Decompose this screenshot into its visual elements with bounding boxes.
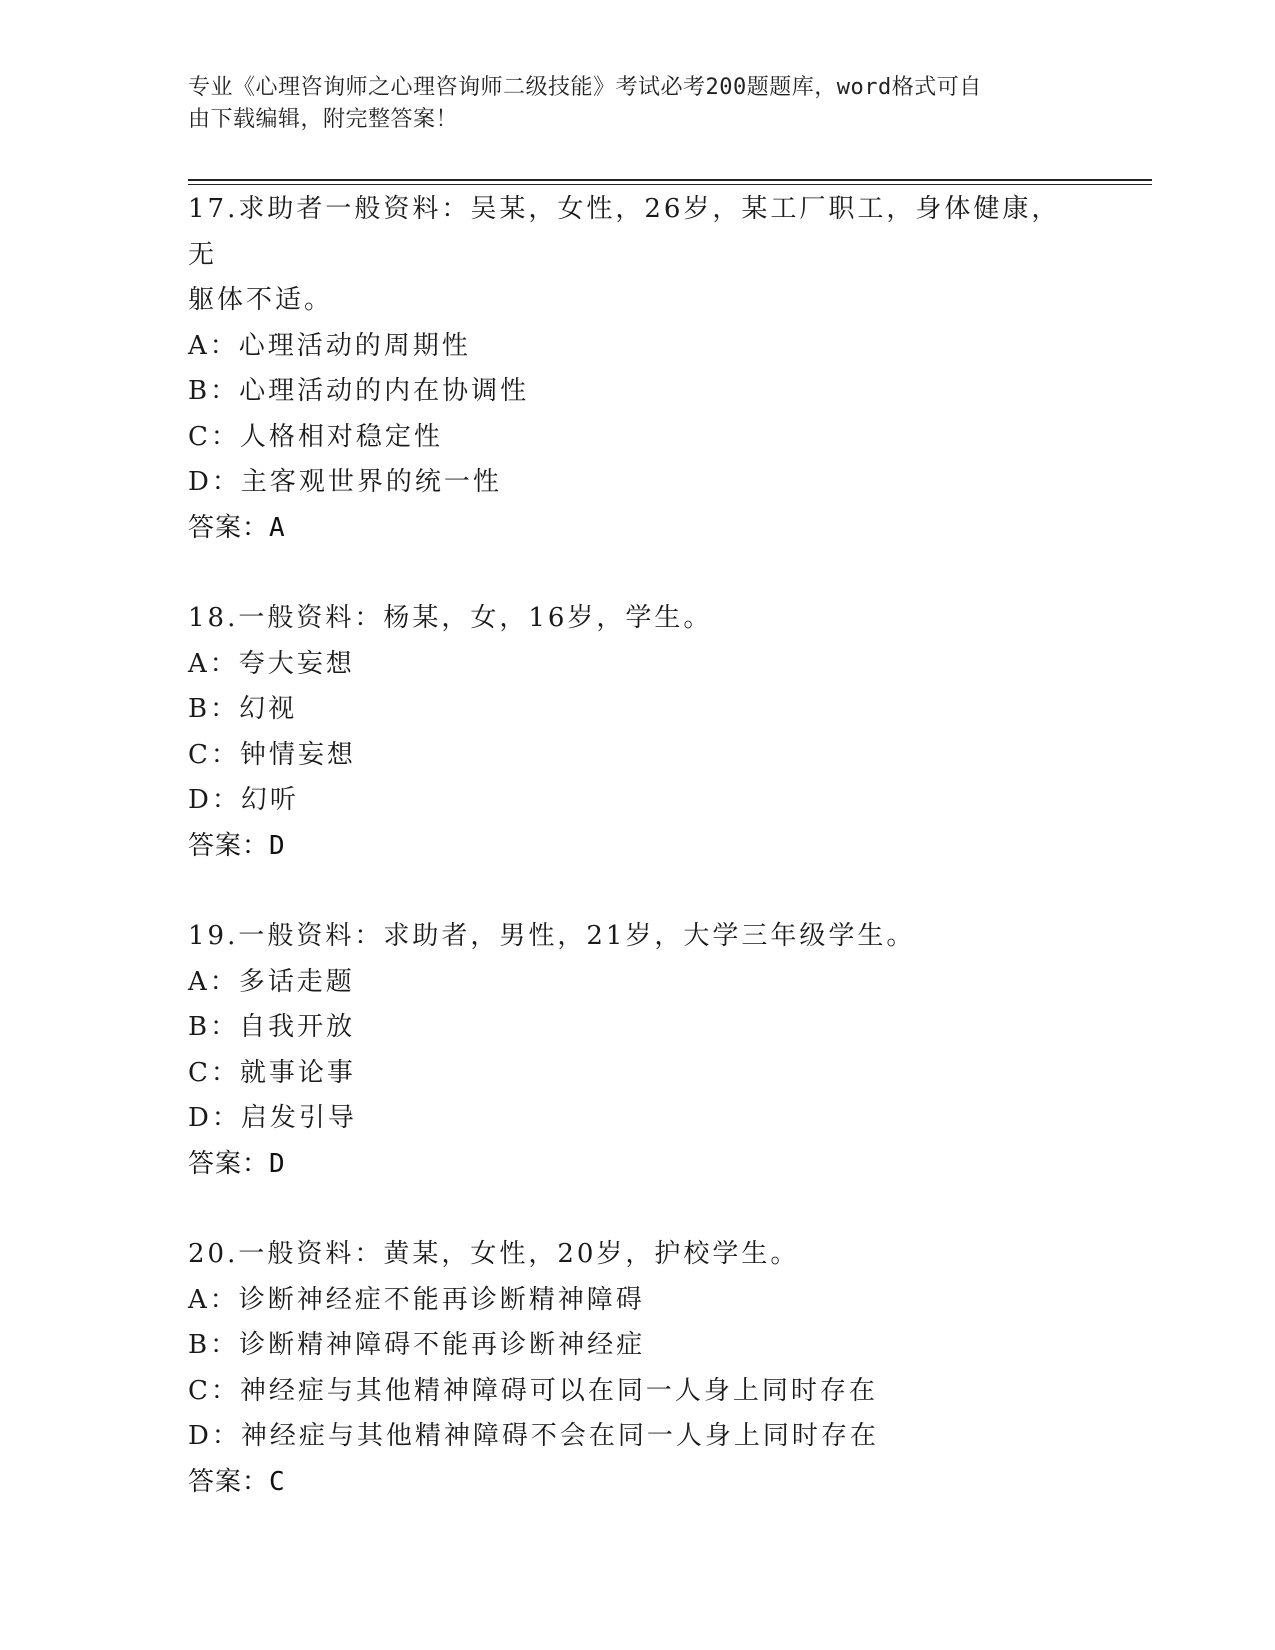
option-b: B：幻视 [188, 694, 298, 724]
option-d: D：主客观世界的统一性 [188, 467, 502, 497]
option-c: C：钟情妄想 [188, 739, 356, 770]
question-20 [188, 1232, 1088, 1505]
option-a: A：心理活动的周期性 [188, 330, 471, 361]
answer-line: 答案：A [188, 512, 286, 543]
question-spacer [188, 1187, 1088, 1232]
answer-line: 答案：D [188, 830, 286, 861]
header-divider-thick [188, 179, 1152, 181]
option-c: C：人格相对稳定性 [188, 421, 443, 452]
option-a: A：夸大妄想 [188, 648, 355, 679]
question-18 [188, 596, 1088, 869]
question-17 [188, 187, 1088, 551]
option-b: B：心理活动的内在协调性 [188, 376, 530, 406]
answer-line: 答案：D [188, 1148, 286, 1179]
header-divider-thin [188, 184, 1152, 185]
question-stem: 17.求助者一般资料：吴某，女性，26岁，某工厂职工，身体健康，无 [188, 194, 1061, 270]
answer-line: 答案：C [188, 1466, 286, 1497]
option-c: C：神经症与其他精神障碍可以在同一人身上同时存在 [188, 1375, 878, 1406]
question-list [188, 187, 1088, 1505]
question-19 [188, 914, 1088, 1187]
option-d: D：神经症与其他精神障碍不会在同一人身上同时存在 [188, 1421, 879, 1451]
option-a: A：诊断神经症不能再诊断精神障碍 [188, 1284, 645, 1315]
question-stem-continued: 躯体不适。 [188, 285, 334, 315]
question-stem: 18.一般资料：杨某，女，16岁，学生。 [188, 603, 713, 633]
option-d: D：启发引导 [188, 1103, 357, 1133]
option-d: D：幻听 [188, 785, 299, 815]
question-spacer [188, 551, 1088, 596]
question-stem: 20.一般资料：黄某，女性，20岁，护校学生。 [188, 1239, 800, 1269]
question-spacer [188, 869, 1088, 914]
option-c: C：就事论事 [188, 1057, 356, 1088]
header-line-1: 专业《心理咨询师之心理咨询师二级技能》考试必考200题题库，word格式可自 [188, 75, 982, 100]
option-b: B：自我开放 [188, 1012, 356, 1042]
header-line-2: 由下载编辑，附完整答案！ [188, 107, 459, 132]
document-header [188, 72, 1068, 136]
option-b: B：诊断精神障碍不能再诊断神经症 [188, 1330, 646, 1360]
option-a: A：多话走题 [188, 966, 355, 997]
question-stem: 19.一般资料：求助者，男性，21岁，大学三年级学生。 [188, 921, 916, 951]
